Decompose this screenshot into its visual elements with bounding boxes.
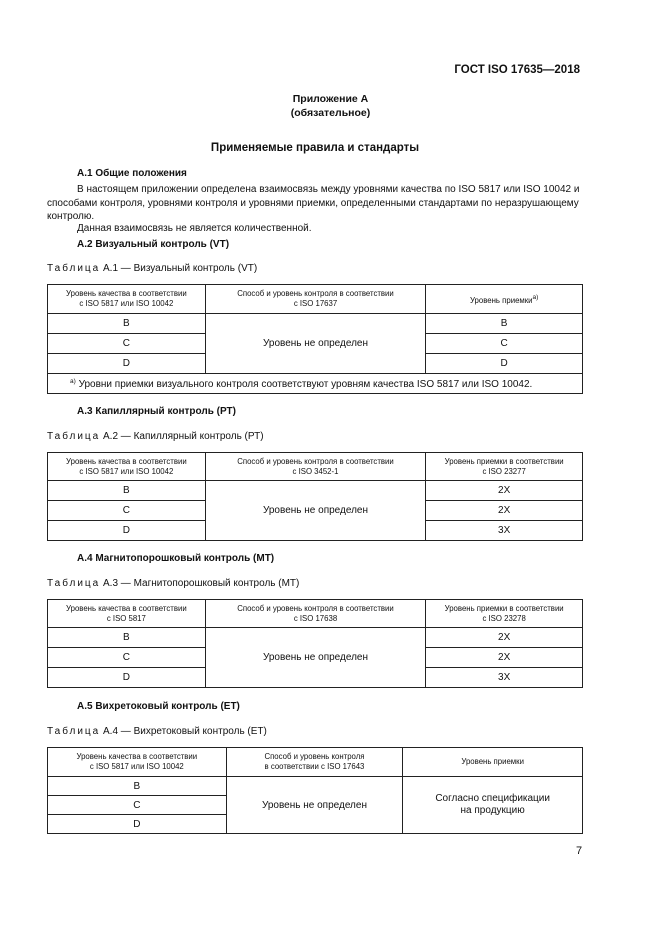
table-cell: D: [48, 815, 227, 834]
paragraph-a1: В настоящем приложении определена взаимосвязь между уровнями качества по ISO 5817 или ISO 10042 и способами контроля, уровнями контроля и уровнями приемки, определенными стандартами по неразрушающему контролю.: [47, 184, 580, 222]
section-heading-a3: А.3 Капиллярный контроль (РТ): [77, 406, 236, 417]
table-a1: [47, 284, 583, 394]
column-header: Уровень качества в соответствии с ISO 5817 или ISO 10042: [48, 453, 206, 481]
table-cell: 2X: [426, 628, 583, 648]
column-header: [426, 285, 583, 314]
footnote-mark: а): [70, 377, 76, 385]
annex-heading: [0, 92, 661, 120]
table-cell: 3X: [426, 668, 583, 688]
column-header: Уровень качества в соответствии с ISO 5817 или ISO 10042: [48, 285, 206, 314]
table-caption: [47, 578, 299, 589]
annex-status: (обязательное): [290, 107, 371, 119]
column-header: Уровень качества в соответствии с ISO 5817 или ISO 10042: [48, 748, 227, 777]
table-cell: 2X: [426, 481, 583, 501]
column-header: Способ и уровень контроля в соответствии с ISO 17637: [205, 285, 426, 314]
section-heading-a2: А.2 Визуальный контроль (VT): [77, 239, 230, 250]
column-header: Уровень качества в соответствии с ISO 5817: [48, 600, 206, 628]
table-label: Таблица: [47, 726, 101, 737]
table-footnote: [48, 374, 583, 394]
table-cell: 2X: [426, 501, 583, 521]
table-cell: B: [48, 314, 206, 334]
table-a2: [47, 452, 583, 541]
table-a3: [47, 599, 583, 688]
table-title: А.3 — Магнитопорошковый контроль (МТ): [103, 578, 300, 589]
table-cell-merged: Уровень не определен: [205, 628, 426, 688]
column-header: Способ и уровень контроля в соответствии с ISO 17643: [226, 748, 403, 777]
table-cell: C: [426, 334, 583, 354]
table-cell-merged: Уровень не определен: [205, 314, 426, 374]
table-cell: C: [48, 501, 206, 521]
table-cell: B: [48, 481, 206, 501]
column-header: Уровень приемки в соответствии с ISO 23277: [426, 453, 583, 481]
footnote-text: Уровни приемки визуального контроля соответствуют уровням качества ISO 5817 или ISO 10042.: [78, 378, 533, 390]
table-title: А.1 — Визуальный контроль (VT): [103, 263, 258, 274]
table-a4: [47, 747, 583, 834]
table-cell: B: [48, 777, 227, 796]
column-header: Способ и уровень контроля в соответствии с ISO 17638: [205, 600, 426, 628]
column-header: Уровень приемки в соответствии с ISO 23278: [426, 600, 583, 628]
page-number: 7: [576, 845, 583, 857]
table-cell: D: [48, 668, 206, 688]
table-cell: C: [48, 334, 206, 354]
table-cell: 2X: [426, 648, 583, 668]
table-cell: B: [48, 628, 206, 648]
table-cell-merged: Согласно спецификации на продукцию: [403, 777, 583, 834]
section-heading-a4: А.4 Магнитопорошковый контроль (МТ): [77, 553, 275, 564]
column-header: Уровень приемки: [403, 748, 583, 777]
table-caption: [47, 263, 257, 274]
paragraph-a1-2: Данная взаимосвязь не является количественной.: [77, 223, 312, 234]
section-heading-a1: А.1 Общие положения: [77, 168, 187, 179]
table-cell-merged: Уровень не определен: [205, 481, 426, 541]
page-title: Применяемые правила и стандарты: [210, 142, 420, 154]
table-cell: D: [48, 521, 206, 541]
table-label: Таблица: [47, 431, 101, 442]
table-cell: D: [426, 354, 583, 374]
table-label: Таблица: [47, 578, 101, 589]
footnote-ref: а): [532, 293, 539, 301]
table-cell: D: [48, 354, 206, 374]
table-cell-merged: Уровень не определен: [226, 777, 403, 834]
section-heading-a5: А.5 Вихретоковый контроль (ЕТ): [77, 701, 240, 712]
document-id: ГОСТ ISO 17635—2018: [454, 64, 580, 76]
table-cell: C: [48, 648, 206, 668]
table-title: А.2 — Капиллярный контроль (РТ): [103, 431, 264, 442]
table-cell: 3X: [426, 521, 583, 541]
table-cell: B: [426, 314, 583, 334]
column-header-text: Уровень приемки: [469, 295, 533, 305]
table-caption: [47, 431, 264, 442]
table-label: Таблица: [47, 263, 101, 274]
annex-title: Приложение А: [292, 93, 369, 105]
table-title: А.4 — Вихретоковый контроль (ЕТ): [103, 726, 267, 737]
column-header: Способ и уровень контроля в соответствии с ISO 3452-1: [205, 453, 426, 481]
table-cell: C: [48, 796, 227, 815]
table-caption: [47, 726, 267, 737]
